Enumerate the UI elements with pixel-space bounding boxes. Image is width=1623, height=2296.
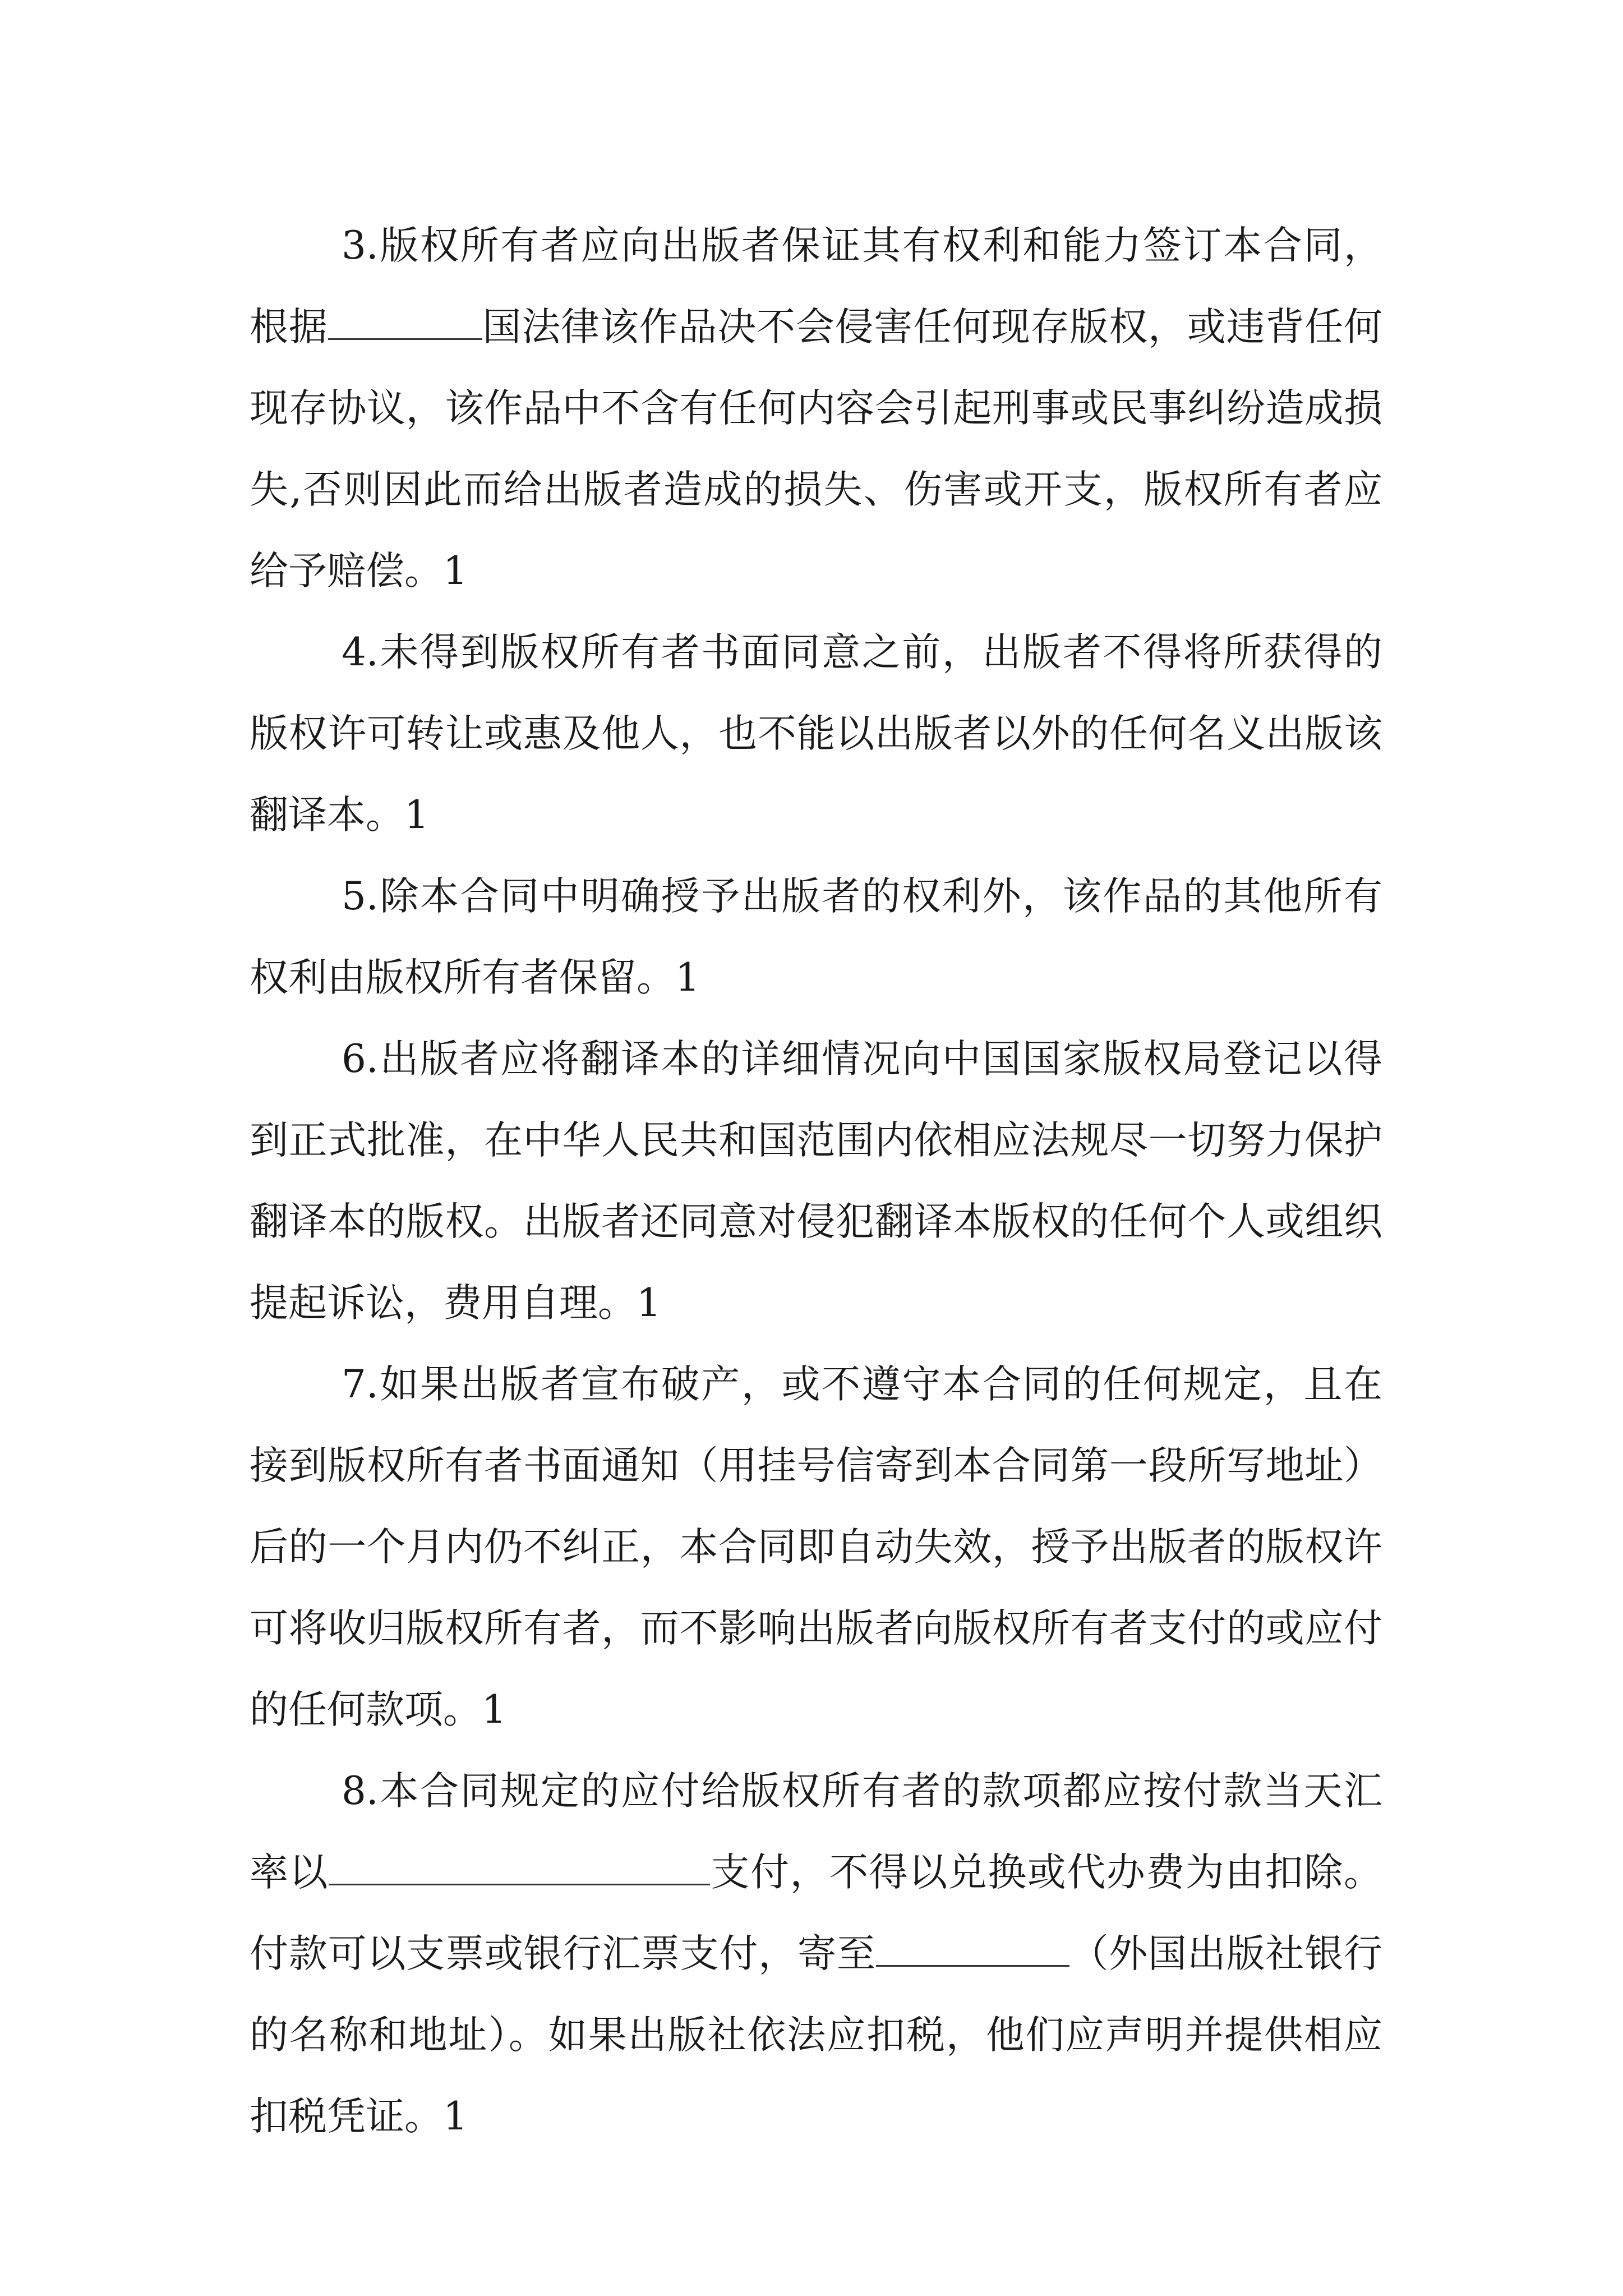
clause-3 xyxy=(250,205,1382,612)
clause-5 xyxy=(250,856,1382,1019)
clause-8-text-mid: 支付，不得以兑换或代办费为由扣除。付款可以支票或银行汇票支付，寄至 xyxy=(250,1850,1383,1976)
bank-blank[interactable] xyxy=(876,1930,1069,1967)
clause-4-text: 4.未得到版权所有者书面同意之前，出版者不得将所获得的版权许可转让或惠及他人，也不能以出版者以外的任何名义出版该翻译本。1 xyxy=(250,630,1382,838)
clause-8-text-cont: （外国出版社银行的名称和地址）。如果出版社依法应扣税，他们应声明并提供相应扣税凭证。1 xyxy=(250,1931,1383,2139)
currency-blank[interactable] xyxy=(329,1849,710,1885)
clause-4 xyxy=(250,612,1382,856)
clause-7-text: 7.如果出版者宣布破产，或不遵守本合同的任何规定，且在接到版权所有者书面通知（用挂号信寄到本合同第一段所写地址）后的一个月内仍不纠正，本合同即自动失效，授予出版者的版权许可将收归版权所有者，而不影响出版者向版权所有者支付的或应付的任何款项。1 xyxy=(250,1362,1382,1732)
clause-6 xyxy=(250,1019,1382,1344)
clause-8 xyxy=(250,1751,1382,2157)
clause-6-text: 6.出版者应将翻译本的详细情况向中国国家版权局登记以得到正式批准，在中华人民共和国范围内依相应法规尽一切努力保护翻译本的版权。出版者还同意对侵犯翻译本版权的任何个人或组织提起诉讼，费用自理。1 xyxy=(250,1037,1382,1326)
clause-8-text: 8.本合同规定的应付给版权所有者的款项都应按付款当天汇率以 xyxy=(250,1769,1382,1895)
clause-5-text: 5.除本合同中明确授予出版者的权利外，该作品的其他所有权利由版权所有者保留。1 xyxy=(250,874,1382,1000)
clause-7 xyxy=(250,1344,1382,1751)
contract-body xyxy=(250,205,1382,2157)
clause-3-text-cont: 国法律该作品决不会侵害任何现存版权，或违背任何现存协议，该作品中不含有任何内容会引起刑事或民事纠纷造成损失,否则因此而给出版者造成的损失、伤害或开支，版权所有者应给予赔偿。1 xyxy=(250,305,1383,593)
clause-3-text: 3.版权所有者应向出版者保证其有权利和能力签订本合同，根据 xyxy=(250,223,1382,349)
country-blank[interactable] xyxy=(328,303,482,340)
